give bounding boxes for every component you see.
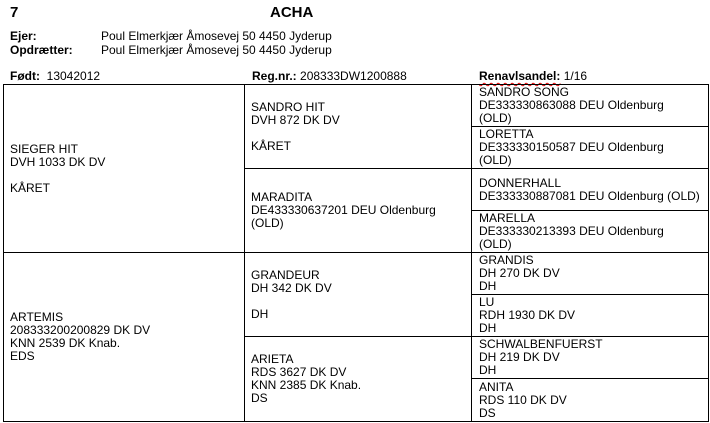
- dam-reg: 208333200200829 DK DV: [10, 323, 151, 337]
- reg-label: Reg.nr.:: [252, 69, 297, 83]
- gg5-status: DH: [479, 279, 497, 293]
- great-grandparent-7-cell: [472, 337, 709, 379]
- dam-name: ARTEMIS: [10, 310, 64, 324]
- gg6-status: DH: [479, 321, 497, 335]
- sire-cell: [4, 85, 245, 253]
- gg7-status: DH: [479, 363, 497, 377]
- gg8-reg: RDS 110 DK DV: [479, 392, 567, 407]
- gg4-name: MARELLA: [479, 211, 536, 225]
- great-grandparent-2-cell: [472, 127, 709, 169]
- dam-dam-reg: RDS 3627 DK DV: [251, 365, 347, 379]
- owner-label: Ejer:: [10, 29, 37, 43]
- great-grandparent-3-cell: [472, 169, 709, 211]
- sire-sire-status: KÅRET: [251, 138, 292, 153]
- great-grandparent-5-cell: [472, 253, 709, 295]
- gg1-studbook: (OLD): [479, 111, 512, 125]
- sire-reg: DVH 1033 DK DV: [10, 154, 106, 169]
- gg2-reg: DE333330150587 DEU Oldenburg: [479, 140, 664, 154]
- born-value: 13042012: [46, 69, 101, 83]
- born-label: Født:: [10, 69, 40, 83]
- dam-status: EDS: [10, 349, 35, 363]
- gg7-name: SCHWALBENFUERST: [479, 337, 603, 351]
- dam-dam-status: DS: [251, 391, 268, 405]
- owner-value: Poul Elmerkjær Åmosevej 50 4450 Jyderup: [101, 29, 332, 43]
- gg3-reg: DE333330887081 DEU Oldenburg (OLD): [479, 188, 700, 203]
- gg8-name: ANITA: [479, 379, 514, 394]
- dam-sire-status: DH: [251, 306, 269, 321]
- gg1-reg: DE333330863088 DEU Oldenburg: [479, 98, 664, 112]
- sire-dam-cell: [245, 169, 472, 253]
- gg4-reg: DE333330213393 DEU Oldenburg: [479, 224, 664, 238]
- great-grandparent-6-cell: [472, 295, 709, 337]
- purity-label: Renavlsandel:: [479, 69, 561, 83]
- gg3-name: DONNERHALL: [479, 175, 562, 190]
- born-field: [10, 70, 100, 83]
- pedigree-table: [3, 84, 709, 422]
- gg1-name: SANDRO SONG: [479, 85, 570, 99]
- reg-field: [252, 70, 407, 83]
- purity-value: 1/16: [563, 69, 588, 83]
- gg5-reg: DH 270 DK DV: [479, 266, 560, 280]
- sire-sire-reg: DVH 872 DK DV: [251, 112, 340, 127]
- dam-dam-cell: [245, 337, 472, 422]
- dam-reg-2: KNN 2539 DK Knab.: [10, 336, 121, 350]
- gg5-name: GRANDIS: [479, 253, 534, 267]
- sire-name: SIEGER HIT: [10, 141, 79, 156]
- breeder-label: Opdrætter:: [10, 43, 73, 57]
- horse-name: ACHA: [270, 4, 314, 21]
- sire-status: KÅRET: [10, 180, 51, 195]
- dam-dam-name: ARIETA: [251, 352, 294, 366]
- dam-sire-reg: DH 342 DK DV: [251, 280, 332, 295]
- gg6-reg: RDH 1930 DK DV: [479, 308, 576, 322]
- dam-sire-cell: [245, 253, 472, 337]
- dam-sire-name: GRANDEUR: [251, 267, 320, 282]
- sire-dam-name: MARADITA: [251, 190, 313, 204]
- gg4-studbook: (OLD): [479, 237, 512, 251]
- gg2-name: LORETTA: [479, 127, 534, 141]
- gg6-name: LU: [479, 295, 495, 309]
- dam-cell: [4, 253, 245, 422]
- sire-sire-name: SANDRO HIT: [251, 99, 326, 114]
- breeder-value: Poul Elmerkjær Åmosevej 50 4450 Jyderup: [101, 43, 332, 57]
- reg-value: 208333DW1200888: [300, 69, 407, 83]
- gg2-studbook: (OLD): [479, 153, 512, 167]
- dam-dam-reg-2: KNN 2385 DK Knab.: [251, 378, 362, 392]
- gg7-reg: DH 219 DK DV: [479, 350, 560, 364]
- great-grandparent-4-cell: [472, 211, 709, 253]
- purity-field: [479, 70, 587, 83]
- great-grandparent-8-cell: [472, 379, 709, 422]
- great-grandparent-1-cell: [472, 85, 709, 127]
- catalog-number: 7: [10, 4, 19, 21]
- sire-dam-studbook: (OLD): [251, 216, 284, 230]
- gg8-status: DS: [479, 405, 496, 420]
- sire-dam-reg: DE433330637201 DEU Oldenburg: [251, 203, 436, 217]
- sire-sire-cell: [245, 85, 472, 169]
